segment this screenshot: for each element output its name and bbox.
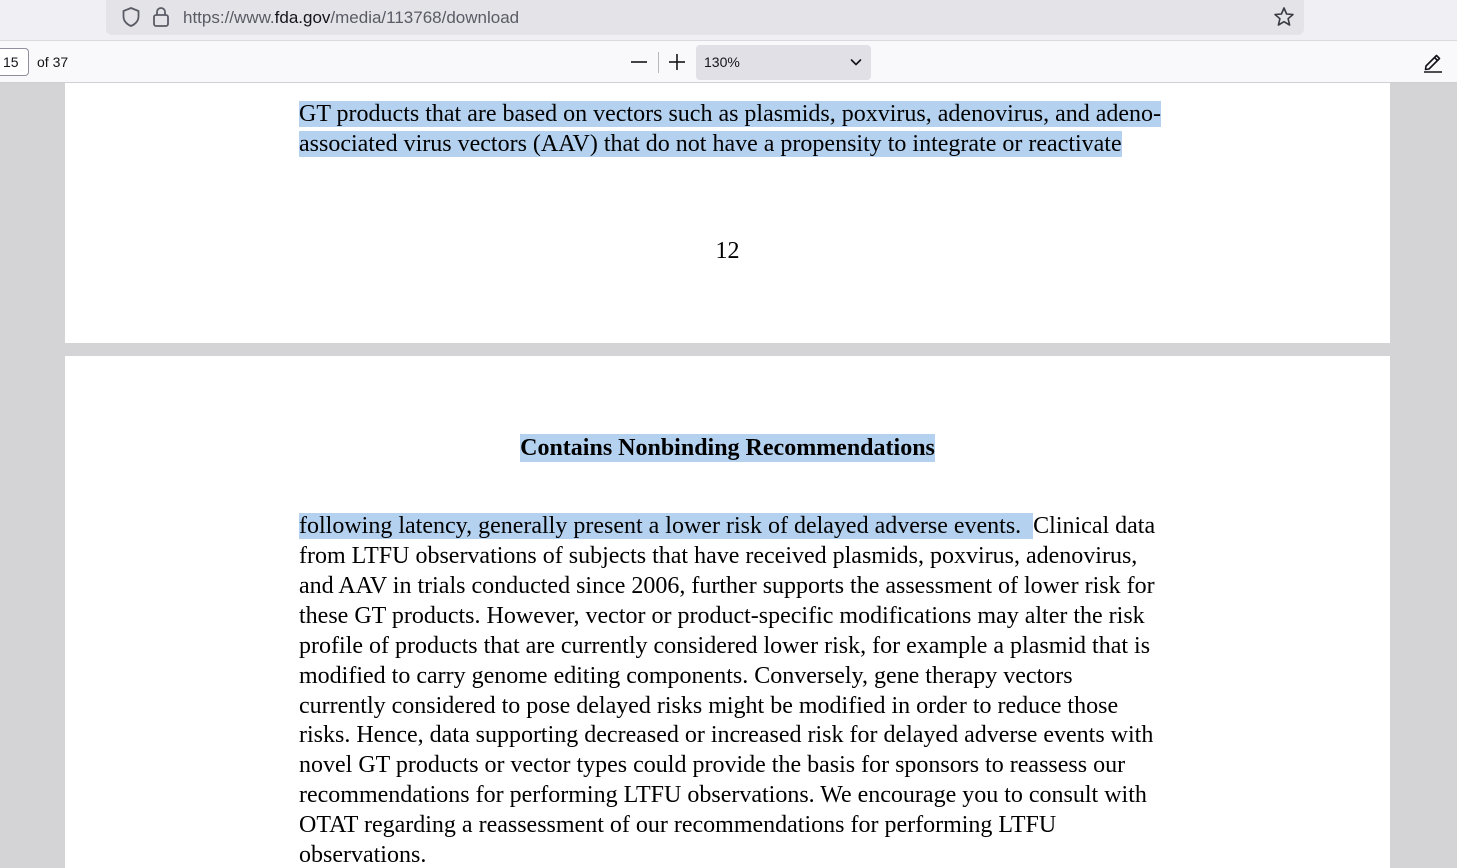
paragraph-text: Clinical data [1033, 513, 1156, 539]
text-line: risks. Hence, data supporting decreased or increased risk for delayed adverse events with [299, 722, 1154, 748]
text-line: novel GT products or vector types could provide the basis for sponsors to reassess our [299, 752, 1126, 778]
draw-pen-icon[interactable] [1421, 50, 1445, 74]
url-prefix: https://www. [183, 8, 275, 27]
page-number-input[interactable]: 15 [0, 48, 29, 76]
zoom-select[interactable] [696, 45, 871, 80]
text-line: recommendations for performing LTFU observations. We encourage you to consult with [299, 782, 1147, 808]
zoom-in-icon[interactable] [664, 49, 690, 75]
selected-text: associated virus vectors (AAV) that do not have a propensity to integrate or reactivate [299, 131, 1122, 157]
zoom-out-icon[interactable] [626, 49, 652, 75]
zoom-value: 130% [704, 54, 740, 70]
pdf-toolbar [0, 41, 1457, 83]
doc-header [65, 434, 1390, 464]
text-line: these GT products. However, vector or product-specific modifications may alter the risk [299, 603, 1145, 629]
selected-text: following latency, generally present a lower risk of delayed adverse events. [299, 513, 1034, 539]
chevron-down-icon [849, 55, 863, 69]
text-line [299, 100, 1161, 130]
text-line: from LTFU observations of subjects that have received plasmids, poxvirus, adenovirus, [299, 543, 1138, 569]
page-number-footer: 12 [715, 238, 740, 264]
url-path: /media/113768/download [330, 8, 520, 27]
lock-icon[interactable] [150, 5, 172, 29]
pdf-page-12 [65, 83, 1390, 343]
text-line [299, 130, 1122, 160]
star-icon[interactable] [1272, 5, 1296, 29]
text-line: currently considered to pose delayed risks might be modified in order to reduce those [299, 693, 1119, 719]
address-bar[interactable] [106, 0, 1304, 35]
text-line: and AAV in trials conducted since 2006, further supports the assessment of lower risk for [299, 573, 1155, 599]
doc-header-text: Contains Nonbinding Recommendations [520, 435, 935, 461]
text-line [299, 512, 1155, 542]
zoom-separator [658, 52, 659, 73]
url-domain: fda.gov [274, 8, 331, 27]
shield-icon[interactable] [120, 6, 142, 28]
text-line: observations. [299, 842, 427, 868]
browser-toolbar [0, 0, 1457, 41]
url-text[interactable] [183, 8, 519, 28]
selected-text: GT products that are based on vectors such as plasmids, poxvirus, adenovirus, and adeno- [299, 101, 1162, 127]
text-line: OTAT regarding a reassessment of our recommendations for performing LTFU [299, 812, 1057, 838]
text-line: profile of products that are currently considered lower risk, for example a plasmid that is [299, 633, 1151, 659]
pdf-page-13 [65, 356, 1390, 868]
text-line: modified to carry genome editing components. Conversely, gene therapy vectors [299, 663, 1073, 689]
page-count-label: of 37 [37, 54, 69, 70]
